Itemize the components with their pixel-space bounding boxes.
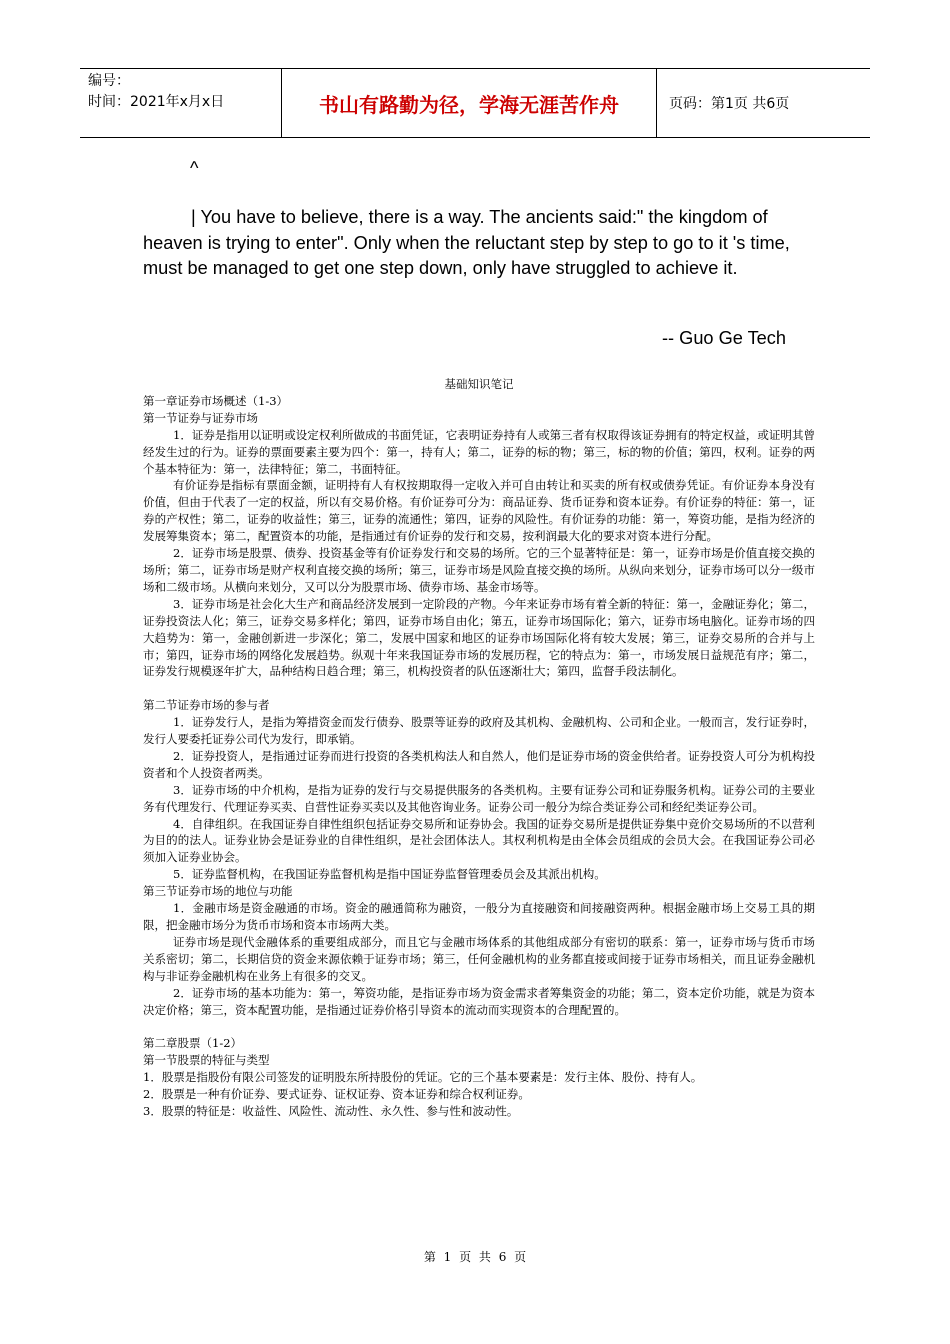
notes-paragraph: 2．证券投资人，是指通过证券而进行投资的各类机构法人和自然人，他们是证券市场的资金供给者。证券投资人可分为机构投资者和个人投资者两类。 [143,748,815,780]
header-date: 时间：2021年x月x日 [88,94,225,110]
notes-heading: 第一节证券与证券市场 [143,410,258,425]
notes-lines [143,393,815,1120]
notes-title: 基础知识笔记 [444,377,514,391]
header-page-info: 页码：第1页 共6页 [669,96,790,112]
notes-paragraph: 4．自律组织。在我国证券自律性组织包括证券交易所和证券协会。我国的证券交易所是提供证券集中竞价交易场所的不以营利为目的的法人。证券业协会是证券业的自律性组织，是社会团体法人。其权利机构是由全体会员组成的会员大会。在我国证券公司必须加入证券业协会。 [143,816,815,865]
notes-paragraph: 有价证券是指标有票面金额，证明持有人有权按期取得一定收入并可自由转让和买卖的所有权或债券凭证。有价证券本身没有价值，但由于代表了一定的权益，所以有交易价格。有价证券可分为：商品证券、货币证券和资本证券。有价证券的特征：第一，证券的产权性；第二，证券的收益性；第三，证券的流通性；第四，证券的风险性。有价证券的功能：第一，筹资功能，是指为经济的发展筹集资本；第二，配置资本的功能，是指通过有价证券的发行和交易，按利润最大化的要求对资本进行分配。 [143,478,815,544]
notes-paragraph: 3．证券市场的中介机构，是指为证券的发行与交易提供服务的各类机构。主要有证券公司和证券服务机构。证券公司的主要业务有代理发行、代理证券买卖、自营性证券买卖以及其他咨询业务。证券公司一般分为综合类证券公司和经纪类证券公司。 [143,782,815,814]
header-motto: 书山有路勤为径，学海无涯苦作舟 [282,69,657,137]
notes-paragraph: 1．证券是指用以证明或设定权利所做成的书面凭证，它表明证券持有人或第三者有权取得该证券拥有的特定权益，或证明其曾经发生过的行为。证券的票面要素主要为四个：第一，持有人；第二，证券的标的物；第三，标的物的价值；第四，权利。证券的两个基本特征为：第一，法律特征；第二，书面特征。 [143,427,815,476]
caret-mark: ^ [190,158,199,178]
notes-body [143,376,815,1120]
notes-paragraph: 3．证券市场是社会化大生产和商品经济发展到一定阶段的产物。今年来证券市场有着全新的特征：第一，金融证券化；第二，证券投资法人化；第三，证券交易多样化；第四，证券市场自由化；第五，证券市场国际化；第六，证券市场电脑化。证券市场的四大趋势为：第一，金融创新进一步深化；第二，发展中国家和地区的证券市场国际化将有较大发展；第三，证券交易所的合并与上市；第四，证券市场的网络化发展趋势。纵观十年来我国证券市场的发展历程，它的特点为：第一，市场发展日益规范有序；第二，证券发行规模逐年扩大，品种结构日趋合理；第三，机构投资者的队伍逐渐壮大；第四，监督手段法制化。 [143,596,815,679]
notes-heading: 第三节证券市场的地位与功能 [143,884,293,899]
notes-paragraph: 2．证券市场是股票、债券、投资基金等有价证券发行和交易的场所。它的三个显著特征是：第一，证券市场是价值直接交换的场所；第二，证券市场是财产权利直接交换的场所；第三，证券市场是风险直接交换的场所。从纵向来划分，证券市场可以分一级市场和二级市场。从横向来划分，又可以分为股票市场、债券市场、基金市场等。 [143,546,815,594]
notes-heading: 第二章股票（1-2） [143,1036,243,1051]
notes-heading: 第二节证券市场的参与者 [143,698,270,713]
notes-heading: 3．股票的特征是：收益性、风险性、流动性、永久性、参与性和波动性。 [143,1103,519,1118]
quote-text: | You have to believe, there is a way. The ancients said:" the kingdom of heaven is trying to enter". Only when the reluctant step by step to go to it 's time, must be managed to get one step down, only have struggled to achieve it. [143,207,790,278]
quote-signature: -- Guo Ge Tech [662,328,786,348]
page-header [80,68,870,138]
notes-paragraph: 1．金融市场是资金融通的市场。资金的融通简称为融资，一般分为直接融资和间接融资两种。根据金融市场上交易工具的期限，把金融市场分为货币市场和资本市场两大类。 [143,901,815,932]
notes-heading: 2．股票是一种有价证券、要式证券、证权证券、资本证券和综合权利证券。 [143,1087,530,1102]
notes-paragraph: 1．证券发行人，是指为筹措资金而发行债券、股票等证券的政府及其机构、金融机构、公司和企业。一般而言，发行证券时，发行人要委托证券公司代为发行，即承销。 [143,715,815,747]
notes-heading: 第一节股票的特征与类型 [143,1053,270,1068]
header-meta [80,69,282,137]
spacer [143,1018,815,1035]
page-footer: 第 1 页 共 6 页 [423,1250,527,1264]
notes-paragraph: 证券市场是现代金融体系的重要组成部分，而且它与金融市场体系的其他组成部分有密切的联系：第一，证券市场与货币市场关系密切；第二，长期信贷的资金来源依赖于证券市场；第三，任何金融机构的业务都直接或间接于证券市场相关，而且证券金融机构与非证券金融机构在业务上有很多的交叉。 [143,934,815,983]
spacer [143,680,815,697]
notes-paragraph: 5．证券监督机构，在我国证券监督机构是指中国证券监督管理委员会及其派出机构。 [173,867,606,882]
header-number-label: 编号： [88,73,130,89]
notes-paragraph: 2．证券市场的基本功能为：第一，筹资功能，是指证券市场为资金需求者筹集资金的功能；第二，资本定价功能，就是为资本决定价格；第三，资本配置功能，是指通过证券价格引导资本的流动而实现资本的合理配置的。 [143,985,815,1017]
notes-heading: 1．股票是指股份有限公司签发的证明股东所持股份的凭证。它的三个基本要素是：发行主体、股份、持有人。 [143,1070,703,1085]
notes-heading: 第一章证券市场概述（1-3） [143,393,289,408]
quote-block [143,205,811,282]
